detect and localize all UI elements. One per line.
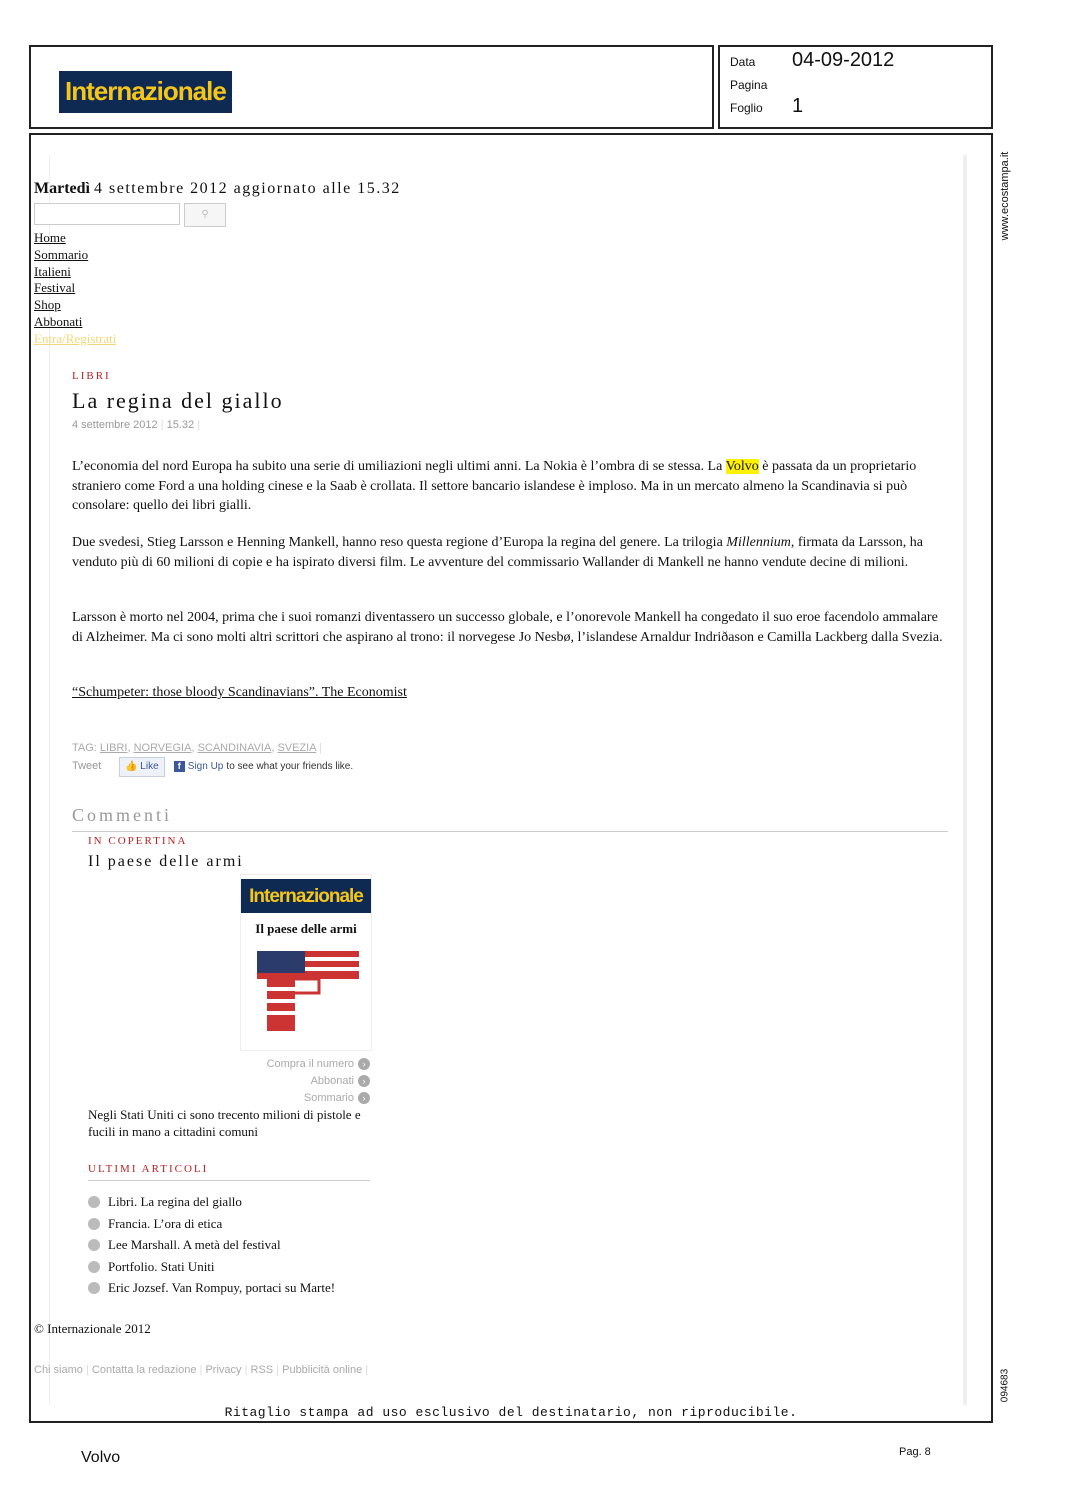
foglio-label: Foglio — [730, 101, 763, 115]
magazine-cover[interactable] — [240, 874, 372, 1051]
article-time: 15.32 — [166, 419, 195, 431]
list-item[interactable]: Francia. L’ora di etica — [88, 1213, 335, 1235]
foglio-value: 1 — [792, 95, 804, 117]
article-title: La regina del giallo — [72, 388, 284, 413]
bottom-keyword: Volvo — [81, 1449, 121, 1466]
copyright: © Internazionale 2012 — [34, 1321, 151, 1336]
latest-divider — [88, 1180, 370, 1181]
date-day: Martedì — [34, 180, 90, 197]
footer-link-privacy[interactable]: Privacy — [205, 1364, 242, 1376]
article-paragraph-1: L’economia del nord Europa ha subito una serie di umiliazioni negli ultimi anni. La Nokia è l’ombra di se stessa. La Volvo è passata da un proprietario straniero come Ford a una holding cinese e la Saab è crollata. Il settore bancario islandese è imploso. Ma in un mercato almeno la Scandinavia si può consolare: quello dei libri gialli. — [72, 459, 917, 513]
search-icon: ⚲ — [201, 209, 209, 220]
bullet-icon — [88, 1261, 100, 1273]
nav-login[interactable]: Entra/Registrati — [34, 330, 117, 346]
clip-notice: Ritaglio stampa ad uso esclusivo del destinatario, non riproducibile. — [224, 1405, 798, 1420]
tag-norvegia[interactable]: NORVEGIA — [133, 742, 192, 754]
article-section: LIBRI — [72, 370, 111, 382]
pagina-label: Pagina — [730, 78, 768, 92]
nav-abbonati[interactable]: Abbonati — [34, 313, 83, 329]
list-item[interactable]: Eric Jozsef. Van Rompuy, portaci su Marte! — [88, 1277, 335, 1299]
cover-title: Il paese delle armi — [88, 853, 244, 870]
search-input[interactable] — [34, 203, 180, 225]
footer-link-contatta[interactable]: Contatta la redazione — [91, 1364, 197, 1376]
article-date: 4 settembre 2012 — [72, 419, 158, 431]
nav-shop[interactable]: Shop — [34, 297, 61, 313]
subscribe-link[interactable]: Abbonati › — [230, 1073, 370, 1090]
article-paragraph-3: Larsson è morto nel 2004, prima che i suoi romanzi diventassero un successo globale, e l’onorevole Mankell ha congedato il suo eroe facendolo ammalare di Alzheimer. Ma ci sono molti altri scrittori che aspirano al trono: il norvegese Jo Nesbø, l’islandese Arnaldur Indriðason e Camilla Lackberg dalla Svezia. — [72, 610, 943, 645]
cover-headline: Il paese delle armi — [255, 921, 357, 936]
comments-divider — [72, 831, 948, 832]
tag-svezia[interactable]: SVEZIA — [277, 742, 316, 754]
article-meta: 4 settembre 2012 | 15.32 | — [72, 419, 201, 431]
arrow-right-icon: › — [358, 1092, 370, 1104]
tweet-button[interactable]: Tweet — [72, 760, 102, 772]
latest-title: ULTIMI ARTICOLI — [88, 1163, 209, 1175]
header-info-box — [718, 45, 993, 129]
source-link[interactable]: “Schumpeter: those bloody Scandinavians”. The Economist — [72, 685, 407, 700]
main-nav — [34, 230, 116, 348]
flag-gun-illustration — [253, 947, 363, 1037]
nav-home[interactable]: Home — [34, 230, 66, 245]
bullet-icon — [88, 1218, 100, 1230]
comments-title: Commenti — [72, 805, 172, 825]
internazionale-logo: Internazionale — [59, 71, 232, 113]
nav-sommario[interactable]: Sommario — [34, 246, 89, 262]
list-item[interactable]: Lee Marshall. A metà del festival — [88, 1234, 335, 1256]
search-button[interactable] — [184, 203, 226, 227]
date-rest: 4 settembre 2012 aggiornato alle 15.32 — [93, 180, 401, 197]
like-button[interactable]: 👍 Like — [119, 757, 165, 777]
social-bar: Tweet 👍 Like f Sign Up to see what your friends like. — [72, 756, 353, 778]
article-paragraph-2: Due svedesi, Stieg Larsson e Henning Mankell, hanno reso questa regione d’Europa la regina del genere. La trilogia Millennium, firmata da Larsson, ha venduto più di 60 milioni di copie e ha ispirato diversi film. Le avventure del commissario Wallander di Mankell ne hanno vendute decine di milioni. — [72, 535, 924, 570]
date-line — [34, 180, 401, 198]
cover-description: Negli Stati Uniti ci sono trecento milioni di pistole e fucili in mano a cittadini comuni — [88, 1107, 361, 1139]
bottom-page: Pag. 8 — [899, 1446, 931, 1458]
header-logo-box — [29, 45, 714, 129]
cover-section: IN COPERTINA — [88, 835, 188, 847]
bullet-icon — [88, 1282, 100, 1294]
arrow-right-icon: › — [358, 1075, 370, 1087]
data-value: 04-09-2012 — [792, 49, 895, 71]
bullet-icon — [88, 1239, 100, 1251]
arrow-right-icon: › — [358, 1058, 370, 1070]
cover-logo: Internazionale — [241, 879, 371, 913]
list-item[interactable]: Portfolio. Stati Uniti — [88, 1256, 335, 1278]
tag-scandinavia[interactable]: SCANDINAVIA — [197, 742, 272, 754]
nav-italieni[interactable]: Italieni — [34, 263, 71, 279]
clip-code: 094683 — [999, 1368, 1011, 1403]
nav-festival[interactable]: Festival — [34, 280, 76, 296]
footer-link-pubblicita[interactable]: Pubblicità online — [282, 1364, 363, 1376]
buy-issue-link[interactable]: Compra il numero › — [230, 1056, 370, 1073]
thumbs-up-icon: 👍 — [125, 761, 138, 772]
ecostampa-url: www.ecostampa.it — [999, 151, 1011, 241]
data-label: Data — [730, 55, 756, 69]
latest-list — [88, 1191, 335, 1299]
footer-link-chi-siamo[interactable]: Chi siamo — [34, 1364, 83, 1376]
bullet-icon — [88, 1196, 100, 1208]
highlight-volvo: Volvo — [725, 459, 759, 474]
list-item[interactable]: Libri. La regina del giallo — [88, 1191, 335, 1213]
signup-link[interactable]: Sign Up — [187, 761, 224, 772]
footer-links: Chi siamo | Contatta la redazione | Privacy | RSS | Pubblicità online | — [34, 1364, 369, 1376]
facebook-icon: f — [174, 761, 185, 772]
contents-link[interactable]: Sommario › — [230, 1090, 370, 1107]
cover-links — [230, 1056, 370, 1106]
tag-libri[interactable]: LIBRI — [99, 742, 128, 754]
footer-link-rss[interactable]: RSS — [250, 1364, 274, 1376]
tags-line: TAG: LIBRI, NORVEGIA, SCANDINAVIA, SVEZIA | — [72, 742, 322, 754]
